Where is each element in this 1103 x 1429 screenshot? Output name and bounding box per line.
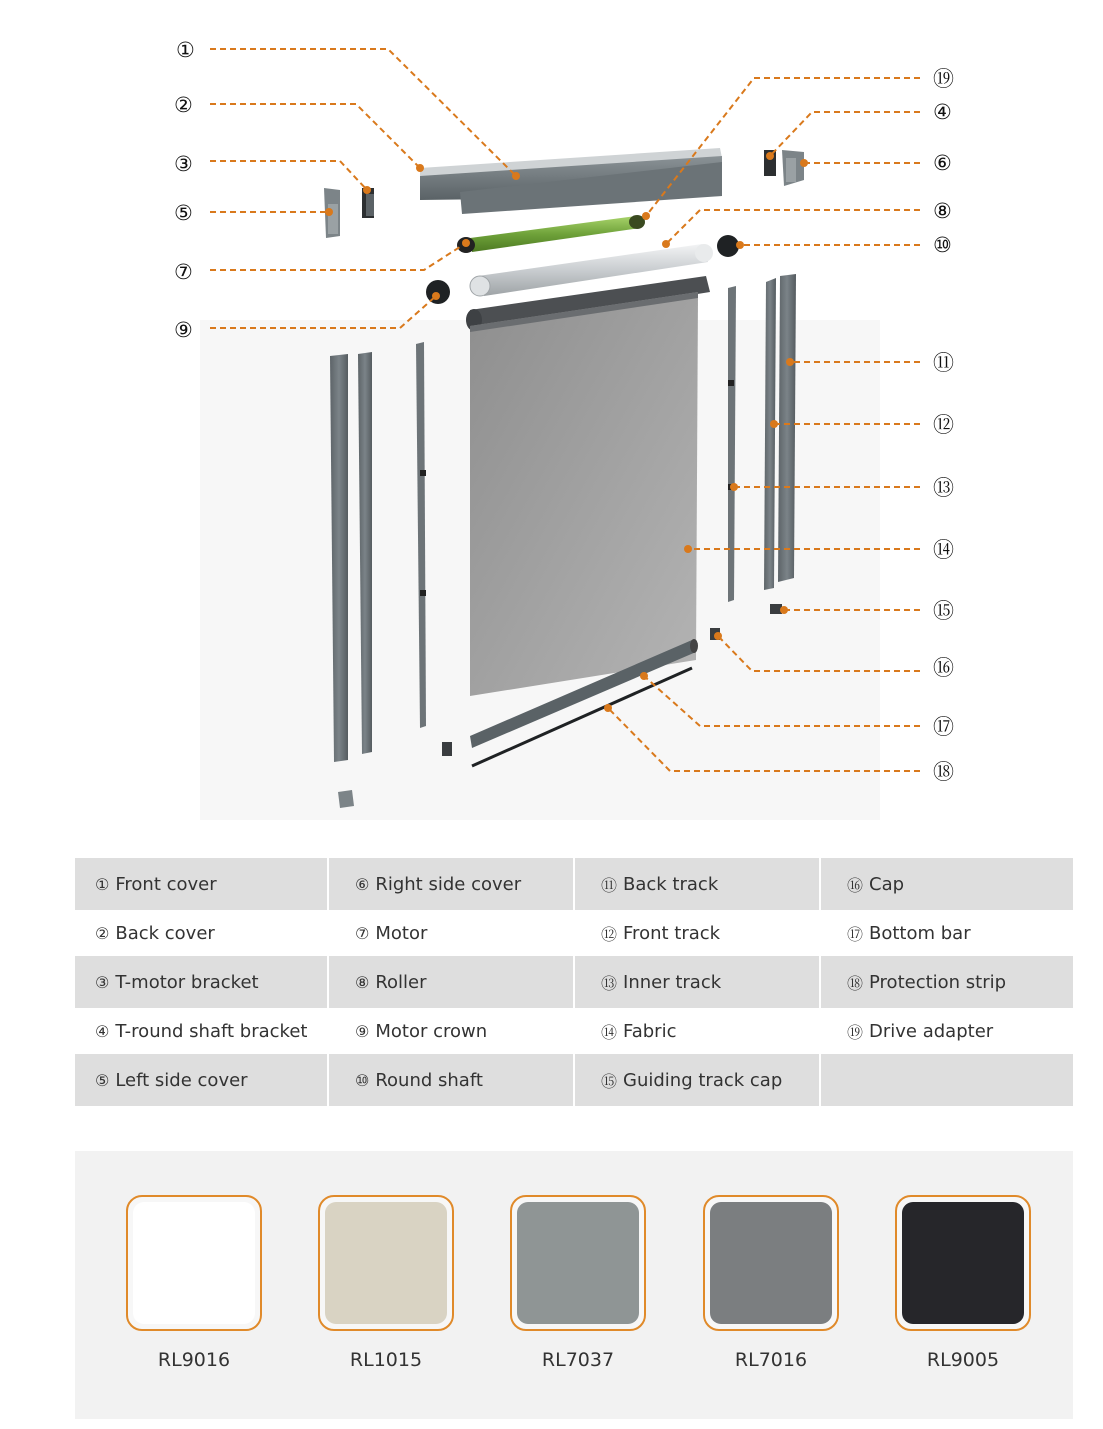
- part-number: ⑮: [601, 1071, 618, 1091]
- callout-15: ⑮: [933, 599, 954, 623]
- color-option[interactable]: [126, 1195, 266, 1371]
- part-number: ⑲: [847, 1022, 864, 1042]
- part-name: Back cover: [115, 922, 215, 944]
- callout-13: ⑬: [933, 476, 954, 500]
- color-option[interactable]: [703, 1195, 843, 1371]
- part-cell-empty: [821, 1054, 1073, 1106]
- callout-12: ⑫: [933, 413, 954, 437]
- cassette-cover: [420, 148, 722, 214]
- part-cell: [75, 956, 329, 1008]
- part-name: Front cover: [115, 873, 217, 895]
- swatch-fill: [710, 1202, 832, 1324]
- part-number: ⑦: [355, 923, 370, 943]
- part-cell: [821, 1008, 1073, 1054]
- callout-6: ⑥: [933, 151, 952, 175]
- part-name: Right side cover: [375, 873, 522, 895]
- callout-10: ⑩: [933, 233, 952, 257]
- parts-table: [75, 858, 1073, 1106]
- part-cell: [575, 910, 821, 956]
- part-name: Protection strip: [869, 971, 1007, 993]
- part-cell: [821, 858, 1073, 910]
- color-code: RL1015: [349, 1349, 423, 1371]
- part-name: Motor: [375, 922, 428, 944]
- part-number: ⑬: [601, 973, 618, 993]
- color-option[interactable]: [318, 1195, 458, 1371]
- swatch-fill: [517, 1202, 639, 1324]
- part-cell: [329, 1008, 575, 1054]
- color-code: RL9016: [157, 1349, 231, 1371]
- callout-9: ⑨: [174, 318, 193, 342]
- callout-14: ⑭: [933, 538, 954, 562]
- swatch-fill: [325, 1202, 447, 1324]
- part-name: Bottom bar: [869, 922, 971, 944]
- part-cell: [821, 910, 1073, 956]
- callout-11: ⑪: [933, 351, 954, 375]
- part-cell: [75, 1054, 329, 1106]
- part-name: Drive adapter: [869, 1020, 994, 1042]
- round-shaft-end: [717, 235, 739, 257]
- part-cell: [575, 858, 821, 910]
- color-swatch[interactable]: [126, 1195, 262, 1331]
- part-name: Guiding track cap: [623, 1069, 783, 1091]
- callout-8: ⑧: [933, 199, 952, 223]
- part-number: ④: [95, 1021, 110, 1041]
- part-cell: [75, 858, 329, 910]
- part-number: ⑩: [355, 1070, 370, 1090]
- part-name: T-motor bracket: [115, 971, 259, 993]
- part-name: Motor crown: [375, 1020, 488, 1042]
- callout-5: ⑤: [174, 201, 193, 225]
- part-number: ⑪: [601, 875, 618, 895]
- color-swatch[interactable]: [318, 1195, 454, 1331]
- callout-3: ③: [174, 152, 193, 176]
- part-cell: [75, 910, 329, 956]
- part-cell: [575, 956, 821, 1008]
- part-number: ⑥: [355, 874, 370, 894]
- color-code: RL9005: [926, 1349, 1000, 1371]
- part-cell: [75, 1008, 329, 1054]
- part-number: ③: [95, 972, 110, 992]
- color-option[interactable]: [895, 1195, 1035, 1371]
- part-number: ⑨: [355, 1021, 370, 1041]
- callout-7: ⑦: [174, 260, 193, 284]
- color-option[interactable]: [510, 1195, 650, 1371]
- part-number: ⑫: [601, 924, 618, 944]
- callout-2: ②: [174, 93, 193, 117]
- fabric: [466, 276, 710, 696]
- part-cell: [575, 1008, 821, 1054]
- callout-16: ⑯: [933, 656, 954, 680]
- color-options-panel: [75, 1151, 1073, 1419]
- part-name: Left side cover: [115, 1069, 248, 1091]
- motor: [457, 215, 645, 253]
- part-name: Back track: [623, 873, 719, 895]
- track-cap-bottom: [338, 790, 354, 808]
- part-name: Round shaft: [375, 1069, 483, 1091]
- callout-4: ④: [933, 100, 952, 124]
- color-swatch[interactable]: [703, 1195, 839, 1331]
- part-cell: [821, 956, 1073, 1008]
- color-swatch[interactable]: [510, 1195, 646, 1331]
- part-cell: [575, 1054, 821, 1106]
- cap-left: [442, 742, 452, 756]
- part-name: Cap: [869, 873, 905, 895]
- part-name: Front track: [623, 922, 721, 944]
- part-name: Fabric: [623, 1020, 677, 1042]
- part-cell: [329, 956, 575, 1008]
- part-number: ⑧: [355, 972, 370, 992]
- part-number: ⑭: [601, 1022, 618, 1042]
- color-code: RL7037: [541, 1349, 615, 1371]
- part-number: ①: [95, 874, 110, 894]
- callout-1: ①: [176, 38, 195, 62]
- part-number: ⑤: [95, 1070, 110, 1090]
- part-number: ②: [95, 923, 110, 943]
- callout-18: ⑱: [933, 760, 954, 784]
- part-name: Inner track: [623, 971, 722, 993]
- callout-17: ⑰: [933, 715, 954, 739]
- part-cell: [329, 910, 575, 956]
- part-name: T-round shaft bracket: [115, 1020, 308, 1042]
- part-number: ⑰: [847, 924, 864, 944]
- part-number: ⑯: [847, 875, 864, 895]
- part-cell: [329, 1054, 575, 1106]
- swatch-fill: [133, 1202, 255, 1324]
- swatch-fill: [902, 1202, 1024, 1324]
- callout-19: ⑲: [933, 67, 954, 91]
- part-name: Roller: [375, 971, 427, 993]
- part-number: ⑱: [847, 973, 864, 993]
- color-code: RL7016: [734, 1349, 808, 1371]
- part-cell: [329, 858, 575, 910]
- color-swatch[interactable]: [895, 1195, 1031, 1331]
